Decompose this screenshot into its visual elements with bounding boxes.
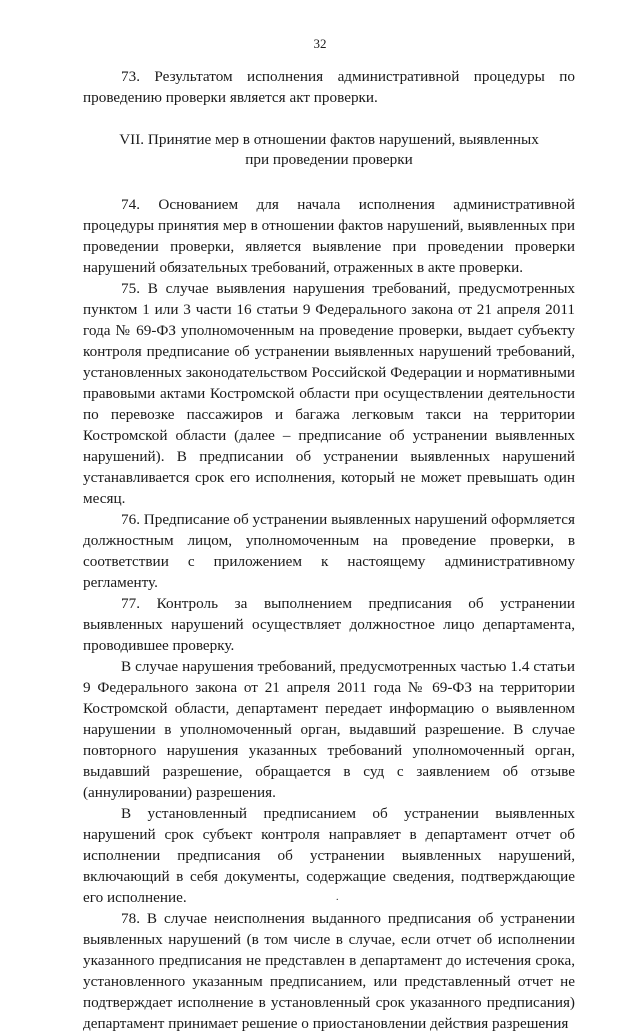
section-heading-line-1: VII. Принятие мер в отношении фактов нарушений, выявленных [119, 131, 539, 148]
paragraph-73: 73. Результатом исполнения административной процедуры по проведению проверки является акт проверки. [83, 68, 575, 106]
paragraph-76: 76. Предписание об устранении выявленных нарушений оформляется должностным лицом, уполномоченным на проведение проверки, в соответствии с приложением к настоящему административному регламенту. [83, 511, 575, 591]
paragraph-77-violation: В случае нарушения требований, предусмотренных частью 1.4 статьи 9 Федерального закона от 21 апреля 2011 года № 69-ФЗ на территории Костромской области, департамент передает информацию о выявленном нарушении в уполномоченный орган, выдавший разрешение. В случае повторного нарушения указанных требований уполномоченный орган, выдавший разрешение, обращается в суд с заявлением об отзыве (аннулировании) разрешения. [83, 658, 575, 801]
paragraph-77: 77. Контроль за выполнением предписания об устранении выявленных нарушений осуществляет должностное лицо департамента, проводившее проверку. [83, 595, 575, 654]
paragraph-74: 74. Основанием для начала исполнения административной процедуры принятия мер в отношении фактов нарушений, выявленных при проведении проверки, является выявление при проведении проверки нарушений обязательных требований, отраженных в акте проверки. [83, 196, 575, 276]
document-body [83, 66, 575, 1034]
section-heading-line-2: при проведении проверки [245, 151, 413, 168]
paragraph-78: 78. В случае неисполнения выданного предписания об устранении выявленных нарушений (в том числе в случае, если отчет об исполнении указанного предписания не представлен в департамент до истечения срока, установленного указанным предписанием, или представленный отчет не подтверждает исполнение в установленный срок указанного предписания) департамент принимает решение о приостановлении действия разрешения [83, 910, 575, 1032]
footer-mark: . [336, 892, 339, 903]
paragraph-77-report: В установленный предписанием об устранении выявленных нарушений срок субъект контроля направляет в департамент отчет об исполнении предписания об устранении выявленных нарушений, включающий в себя документы, содержащие сведения, подтверждающие его исполнение. [83, 805, 575, 906]
paragraph-75: 75. В случае выявления нарушения требований, предусмотренных пунктом 1 или 3 части 16 статьи 9 Федерального закона от 21 апреля 2011 года № 69-ФЗ уполномоченным на проведение проверки, выдает субъекту контроля предписание об устранении выявленных нарушений требований, установленных законодательством Российской Федерации и нормативными правовыми актами Костромской области при осуществлении деятельности по перевозке пассажиров и багажа легковым такси на территории Костромской области (далее – предписание об устранении выявленных нарушений). В предписании об устранении выявленных нарушений устанавливается срок его исполнения, который не может превышать один месяц. [83, 280, 575, 507]
page-number: 32 [313, 36, 327, 51]
section-heading [83, 130, 575, 170]
